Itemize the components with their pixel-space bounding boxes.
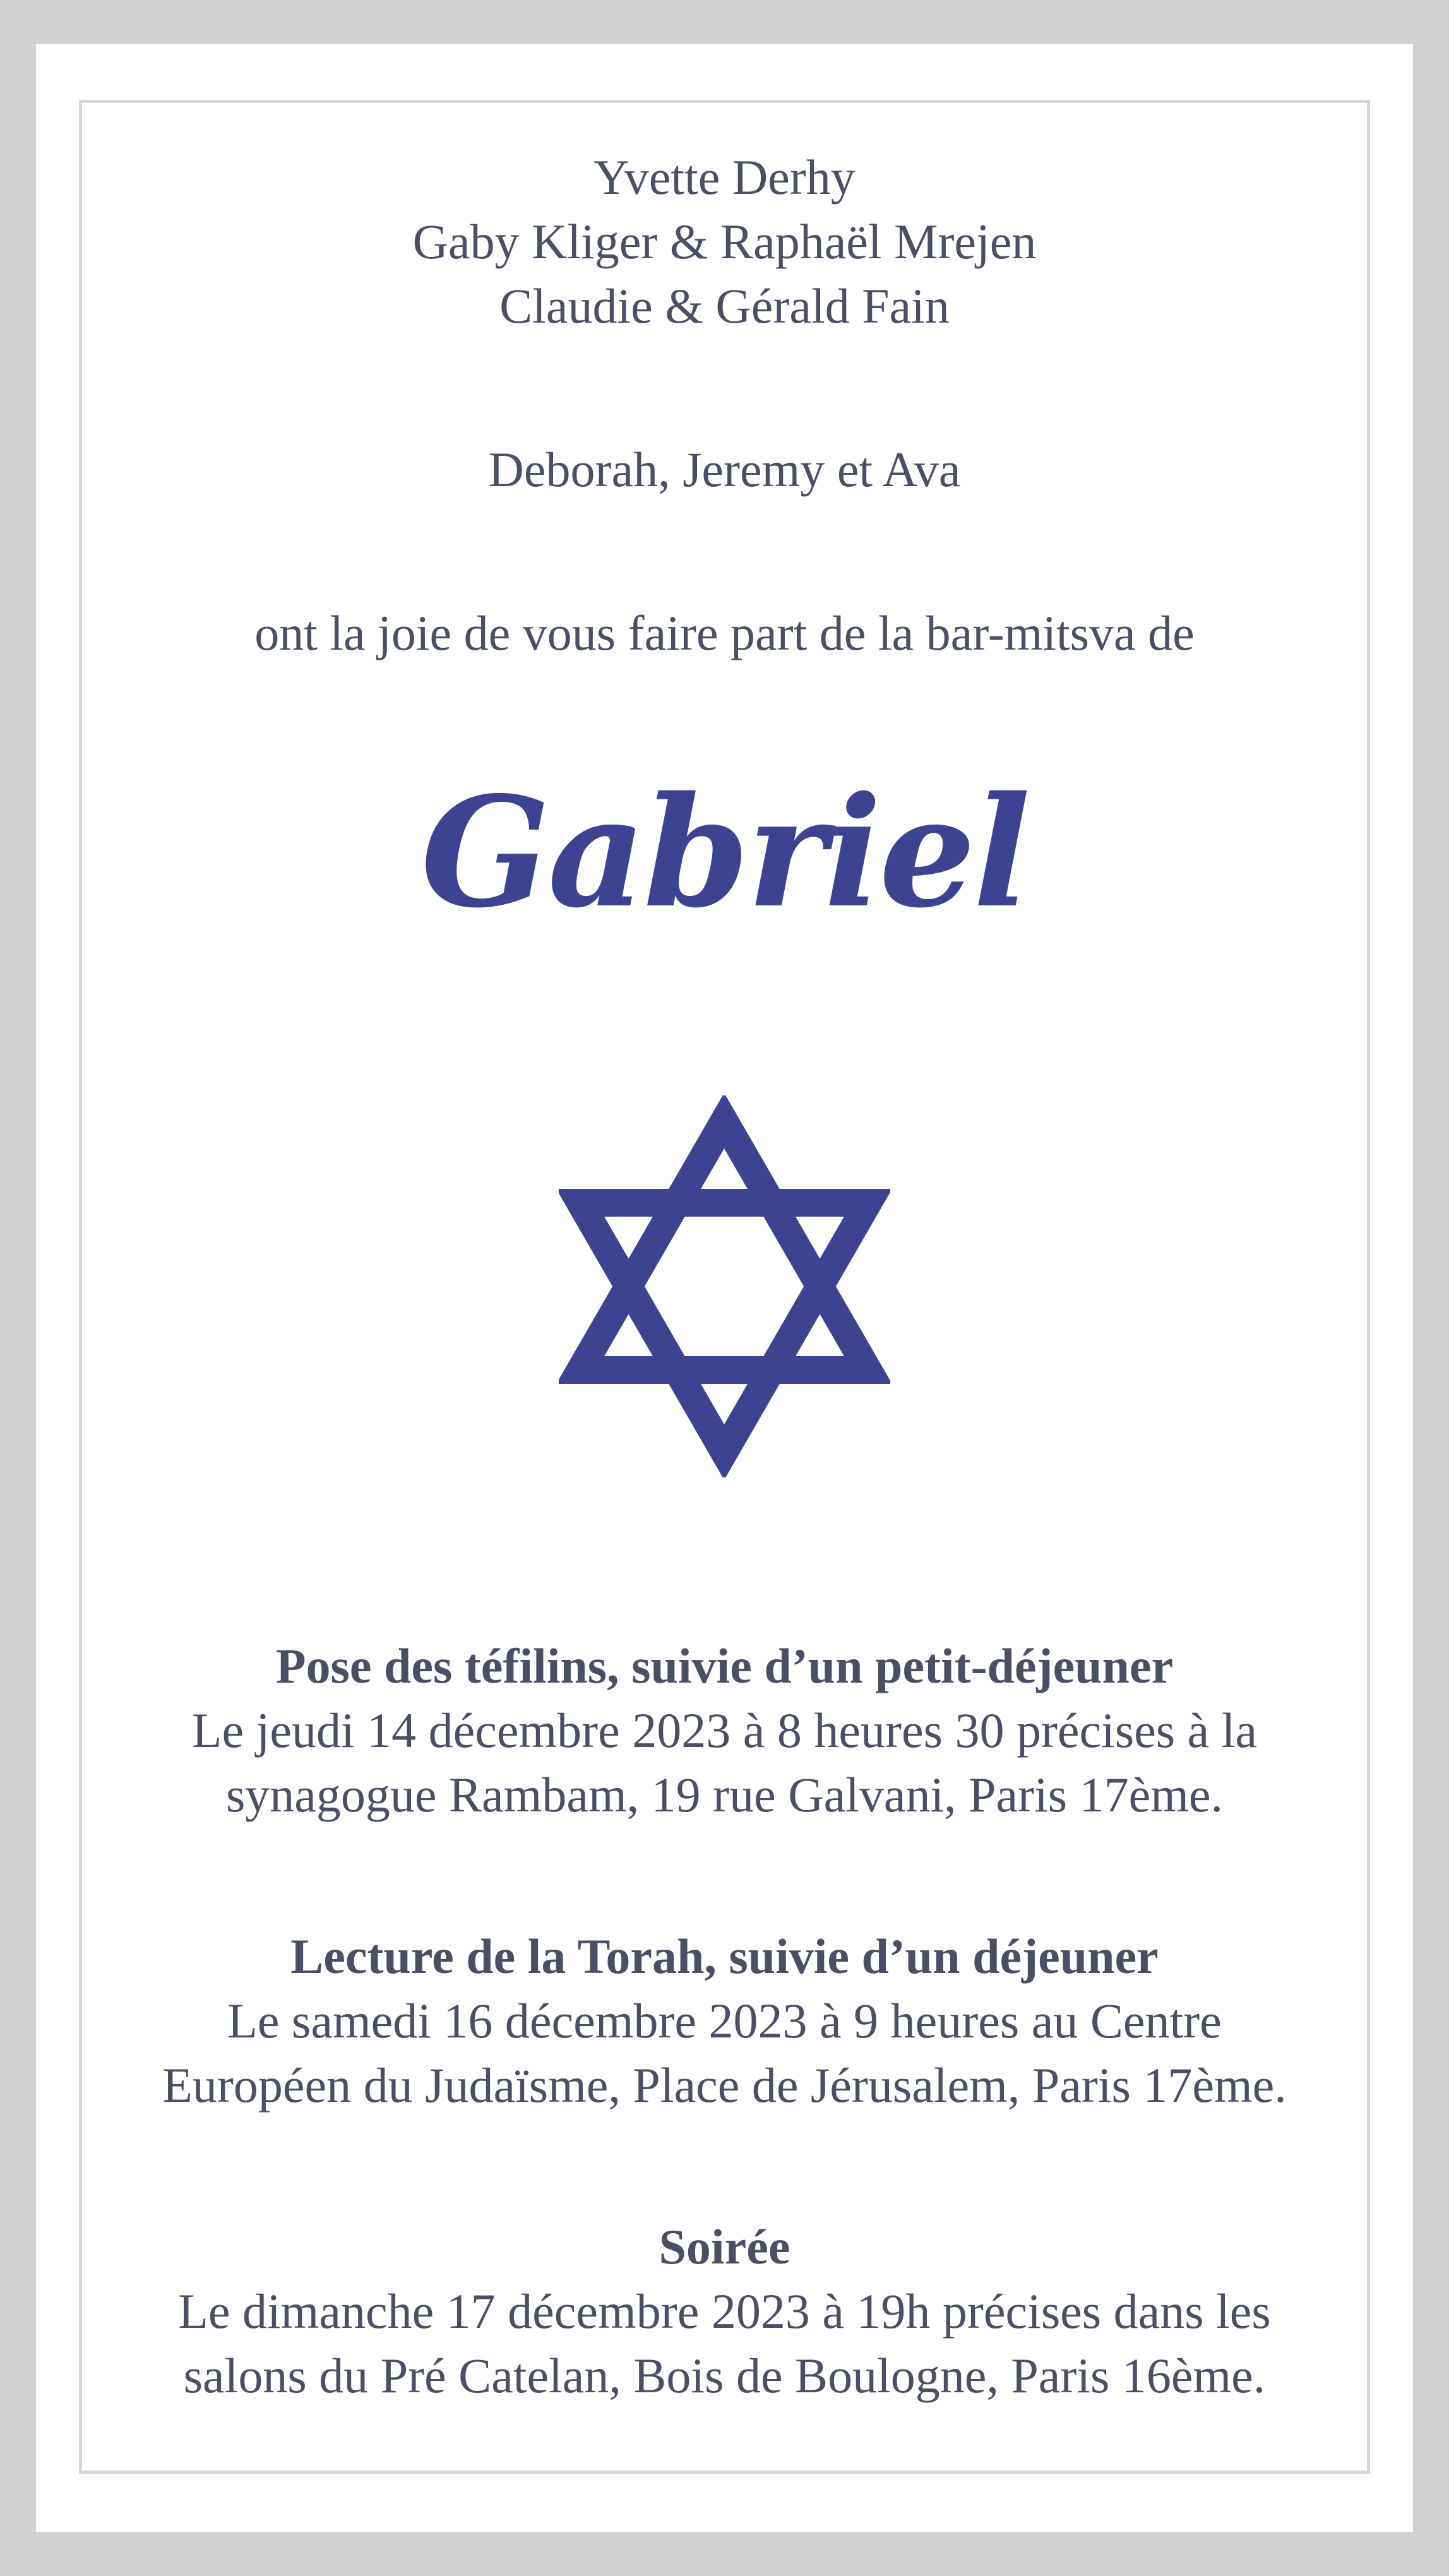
star-of-david-icon — [559, 1095, 890, 1477]
event-3-title: Soirée — [659, 2219, 790, 2274]
host-line-3: Claudie & Gérald Fain — [499, 278, 950, 333]
event-1-line-1: Le jeudi 14 décembre 2023 à 8 heures 30 précises à la — [191, 1703, 1258, 1758]
event-3-line-1: Le dimanche 17 décembre 2023 à 19h précises dans les — [178, 2284, 1271, 2339]
child-name: Gabriel — [420, 763, 1029, 941]
announcement-line: ont la joie de vous faire part de la bar-mitsva de — [254, 605, 1195, 660]
family-line: Deborah, Jeremy et Ava — [488, 442, 961, 497]
event-1-title: Pose des téfilins, suivie d’un petit-déjeuner — [275, 1638, 1174, 1693]
event-1-line-2: synagogue Rambam, 19 rue Galvani, Paris 17ème. — [225, 1767, 1224, 1822]
event-2-title: Lecture de la Torah, suivie d’un déjeuner — [290, 1929, 1159, 1984]
event-2-line-2: Européen du Judaïsme, Place de Jérusalem, Paris 17ème. — [162, 2058, 1287, 2113]
event-2-line-1: Le samedi 16 décembre 2023 à 9 heures au Centre — [227, 1993, 1222, 2048]
host-line-2: Gaby Kliger & Raphaël Mrejen — [412, 214, 1037, 269]
event-3-line-2: salons du Pré Catelan, Bois de Boulogne, Paris 16ème. — [183, 2348, 1266, 2403]
host-line-1: Yvette Derhy — [593, 150, 856, 205]
